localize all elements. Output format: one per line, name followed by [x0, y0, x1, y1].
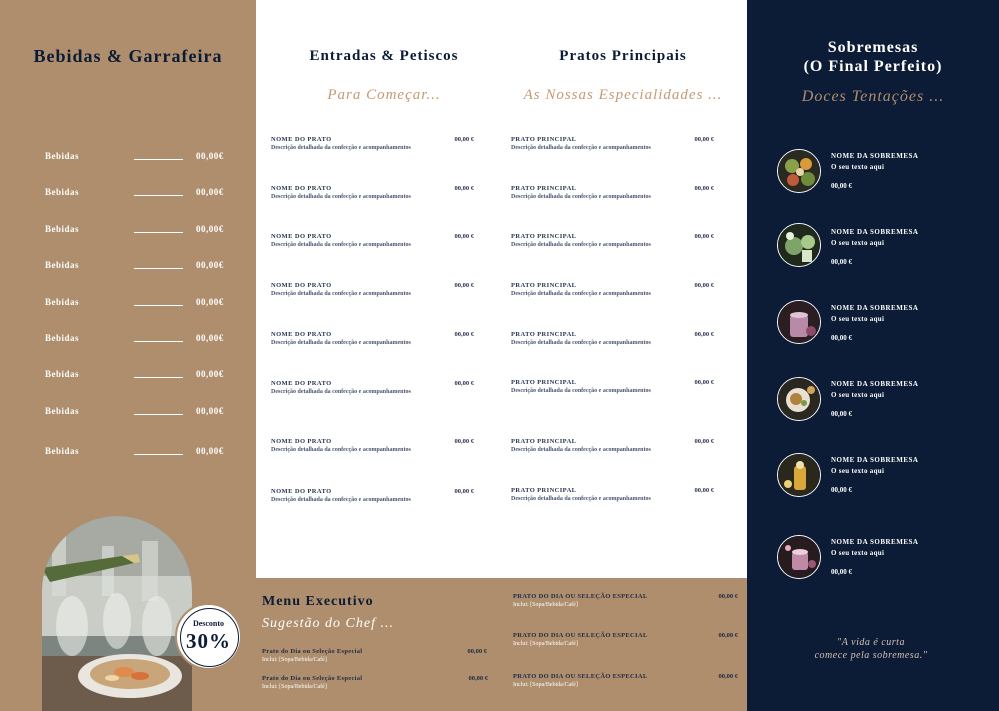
- drink-dotted-line: [134, 159, 183, 160]
- dessert-photo: [777, 223, 821, 267]
- executive-item-includes: Inclui: [Sopa/Bebida/Café]: [262, 684, 327, 690]
- drink-dotted-line: [134, 377, 183, 378]
- executive-item-price: 00,00 €: [467, 648, 487, 655]
- dessert-photo: [777, 149, 821, 193]
- executive-item-name: Prato do Dia ou Seleção Especial: [262, 675, 363, 682]
- drink-row: [45, 224, 230, 238]
- dessert-photo: [777, 377, 821, 421]
- dessert-text: O seu texto aqui: [831, 163, 885, 171]
- executive-item: [262, 675, 488, 693]
- drink-dotted-line: [134, 232, 183, 233]
- executive-item-name: PRATO DO DIA OU SELEÇÃO ESPECIAL: [513, 632, 648, 639]
- drink-row: [45, 406, 230, 420]
- dessert-item: [831, 538, 981, 576]
- discount-value: 30%: [186, 629, 231, 653]
- drink-price: 00,00€: [196, 406, 224, 416]
- drink-row: [45, 333, 230, 347]
- drink-price: 00,00€: [196, 151, 224, 161]
- discount-badge: [175, 603, 242, 670]
- starters-subtitle: Para Começar...: [327, 87, 441, 103]
- main-dish-name: PRATO PRINCIPAL: [511, 487, 577, 494]
- executive-item-includes: Inclui: [Sopa/Bebida/Café]: [513, 602, 578, 608]
- dessert-name: NOME DA SOBREMESA: [831, 304, 919, 312]
- starter-name: NOME DO PRATO: [271, 488, 332, 495]
- executive-item: [262, 648, 487, 666]
- dessert-name: NOME DA SOBREMESA: [831, 228, 919, 236]
- drink-row: [45, 151, 230, 165]
- discount-label: Desconto: [192, 619, 225, 628]
- main-dish-name: PRATO PRINCIPAL: [511, 282, 577, 289]
- main-dish-item: [511, 331, 714, 351]
- drink-price: 00,00€: [196, 369, 224, 379]
- executive-item-includes: Inclui: [Sopa/Bebida/Café]: [513, 641, 578, 647]
- starter-description: Descrição detalhada da confecção e acompanhamentos: [271, 340, 411, 346]
- main-dish-name: PRATO PRINCIPAL: [511, 379, 577, 386]
- main-dish-price: 00,00 €: [694, 185, 714, 192]
- executive-menu-title: Menu Executivo: [262, 594, 374, 609]
- dessert-text: O seu texto aqui: [831, 467, 885, 475]
- drink-name: Bebidas: [45, 333, 80, 343]
- starter-price: 00,00 €: [454, 380, 474, 387]
- main-dish-item: [511, 185, 714, 205]
- starter-price: 00,00 €: [454, 233, 474, 240]
- executive-item-name: PRATO DO DIA OU SELEÇÃO ESPECIAL: [513, 673, 648, 680]
- executive-item-price: 00,00 €: [718, 632, 738, 639]
- main-dish-item: [511, 282, 714, 302]
- dessert-item: [831, 228, 981, 266]
- restaurant-table-photo: [42, 516, 192, 711]
- starter-description: Descrição detalhada da confecção e acompanhamentos: [271, 145, 411, 151]
- starter-name: NOME DO PRATO: [271, 282, 332, 289]
- quote-line2: comece pela sobremesa.": [814, 650, 928, 661]
- starters-title: Entradas & Petiscos: [309, 48, 459, 64]
- drink-dotted-line: [134, 195, 183, 196]
- main-dish-price: 00,00 €: [694, 233, 714, 240]
- drink-price: 00,00€: [196, 333, 224, 343]
- drink-row: [45, 260, 230, 274]
- dessert-price: 00,00 €: [831, 182, 852, 190]
- dessert-name: NOME DA SOBREMESA: [831, 152, 919, 160]
- dessert-photo: [777, 535, 821, 579]
- dessert-name: NOME DA SOBREMESA: [831, 456, 919, 464]
- starter-price: 00,00 €: [454, 185, 474, 192]
- drink-dotted-line: [134, 268, 183, 269]
- drink-dotted-line: [134, 414, 183, 415]
- drink-row: [45, 446, 230, 460]
- starter-price: 00,00 €: [454, 488, 474, 495]
- drink-name: Bebidas: [45, 297, 80, 307]
- dessert-item: [831, 304, 981, 342]
- starter-item: [271, 380, 474, 400]
- mains-subtitle: As Nossas Especialidades ...: [523, 87, 723, 103]
- drink-name: Bebidas: [45, 369, 80, 379]
- drink-price: 00,00€: [196, 446, 224, 456]
- dessert-price: 00,00 €: [831, 258, 852, 266]
- desserts-title-line2: (O Final Perfeito): [803, 58, 943, 75]
- dessert-price: 00,00 €: [831, 568, 852, 576]
- drink-name: Bebidas: [45, 406, 80, 416]
- starter-name: NOME DO PRATO: [271, 136, 332, 143]
- main-dish-price: 00,00 €: [694, 438, 714, 445]
- drink-price: 00,00€: [196, 260, 224, 270]
- starter-description: Descrição detalhada da confecção e acompanhamentos: [271, 389, 411, 395]
- drink-dotted-line: [134, 454, 183, 455]
- starter-name: NOME DO PRATO: [271, 185, 332, 192]
- main-dish-description: Descrição detalhada da confecção e acompanhamentos: [511, 447, 651, 453]
- drink-price: 00,00€: [196, 187, 224, 197]
- dessert-photo: [777, 300, 821, 344]
- executive-item: [513, 632, 738, 650]
- starter-item: [271, 438, 474, 458]
- drink-row: [45, 369, 230, 383]
- desserts-title: [747, 38, 999, 76]
- executive-item: [513, 673, 738, 691]
- starter-price: 00,00 €: [454, 282, 474, 289]
- dessert-price: 00,00 €: [831, 334, 852, 342]
- starter-item: [271, 331, 474, 351]
- executive-item-name: Prato do Dia ou Seleção Especial: [262, 648, 363, 655]
- main-dish-description: Descrição detalhada da confecção e acompanhamentos: [511, 340, 651, 346]
- main-dish-price: 00,00 €: [694, 379, 714, 386]
- main-dish-description: Descrição detalhada da confecção e acompanhamentos: [511, 242, 651, 248]
- starter-description: Descrição detalhada da confecção e acompanhamentos: [271, 194, 411, 200]
- dessert-text: O seu texto aqui: [831, 239, 885, 247]
- drink-price: 00,00€: [196, 224, 224, 234]
- starter-item: [271, 488, 474, 508]
- main-dish-price: 00,00 €: [694, 487, 714, 494]
- main-dish-description: Descrição detalhada da confecção e acompanhamentos: [511, 291, 651, 297]
- dessert-text: O seu texto aqui: [831, 391, 885, 399]
- dessert-price: 00,00 €: [831, 410, 852, 418]
- starter-price: 00,00 €: [454, 136, 474, 143]
- main-dish-item: [511, 487, 714, 507]
- executive-item-price: 00,00 €: [718, 593, 738, 600]
- starter-item: [271, 282, 474, 302]
- main-dish-name: PRATO PRINCIPAL: [511, 136, 577, 143]
- main-dish-item: [511, 136, 714, 156]
- starter-name: NOME DO PRATO: [271, 380, 332, 387]
- dessert-item: [831, 456, 981, 494]
- dessert-price: 00,00 €: [831, 486, 852, 494]
- dessert-name: NOME DA SOBREMESA: [831, 380, 919, 388]
- drink-price: 00,00€: [196, 297, 224, 307]
- drink-dotted-line: [134, 305, 183, 306]
- drink-name: Bebidas: [45, 446, 80, 456]
- starter-name: NOME DO PRATO: [271, 331, 332, 338]
- main-dish-price: 00,00 €: [694, 331, 714, 338]
- executive-item-includes: Inclui: [Sopa/Bebida/Café]: [262, 657, 327, 663]
- quote-line1: "A vida é curta: [837, 637, 905, 648]
- dessert-quote: [747, 636, 995, 662]
- drink-row: [45, 187, 230, 201]
- drink-dotted-line: [134, 341, 183, 342]
- executive-item-includes: Inclui: [Sopa/Bebida/Café]: [513, 682, 578, 688]
- desserts-title-line1: Sobremesas: [827, 39, 919, 56]
- starter-description: Descrição detalhada da confecção e acompanhamentos: [271, 242, 411, 248]
- desserts-panel: [747, 0, 999, 711]
- dessert-photo: [777, 453, 821, 497]
- drink-name: Bebidas: [45, 151, 80, 161]
- main-dish-name: PRATO PRINCIPAL: [511, 185, 577, 192]
- starter-description: Descrição detalhada da confecção e acompanhamentos: [271, 447, 411, 453]
- main-dish-item: [511, 379, 714, 399]
- main-dish-item: [511, 438, 714, 458]
- main-dish-price: 00,00 €: [694, 282, 714, 289]
- starter-description: Descrição detalhada da confecção e acompanhamentos: [271, 497, 411, 503]
- main-dish-description: Descrição detalhada da confecção e acompanhamentos: [511, 145, 651, 151]
- dessert-item: [831, 152, 981, 190]
- main-dish-description: Descrição detalhada da confecção e acompanhamentos: [511, 496, 651, 502]
- dessert-text: O seu texto aqui: [831, 549, 885, 557]
- starter-price: 00,00 €: [454, 331, 474, 338]
- starter-name: NOME DO PRATO: [271, 233, 332, 240]
- main-dish-description: Descrição detalhada da confecção e acompanhamentos: [511, 194, 651, 200]
- drink-name: Bebidas: [45, 260, 80, 270]
- main-dish-name: PRATO PRINCIPAL: [511, 233, 577, 240]
- dessert-text: O seu texto aqui: [831, 315, 885, 323]
- main-dish-name: PRATO PRINCIPAL: [511, 438, 577, 445]
- drink-name: Bebidas: [45, 187, 80, 197]
- main-dish-item: [511, 233, 714, 253]
- desserts-subtitle: Doces Tentações ...: [801, 88, 945, 105]
- executive-item: [513, 593, 738, 611]
- starter-name: NOME DO PRATO: [271, 438, 332, 445]
- starter-item: [271, 136, 474, 156]
- main-dish-name: PRATO PRINCIPAL: [511, 331, 577, 338]
- executive-item-price: 00,00 €: [468, 675, 488, 682]
- drinks-title: Bebidas & Garrafeira: [33, 46, 223, 66]
- mains-title: Pratos Principais: [559, 48, 687, 64]
- executive-menu-subtitle: Sugestão do Chef ...: [262, 616, 394, 631]
- executive-item-price: 00,00 €: [718, 673, 738, 680]
- starter-item: [271, 185, 474, 205]
- main-dish-description: Descrição detalhada da confecção e acompanhamentos: [511, 388, 651, 394]
- drink-row: [45, 297, 230, 311]
- starter-description: Descrição detalhada da confecção e acompanhamentos: [271, 291, 411, 297]
- starter-price: 00,00 €: [454, 438, 474, 445]
- executive-item-name: PRATO DO DIA OU SELEÇÃO ESPECIAL: [513, 593, 648, 600]
- dessert-item: [831, 380, 981, 418]
- drink-name: Bebidas: [45, 224, 80, 234]
- main-dish-price: 00,00 €: [694, 136, 714, 143]
- dessert-name: NOME DA SOBREMESA: [831, 538, 919, 546]
- starter-item: [271, 233, 474, 253]
